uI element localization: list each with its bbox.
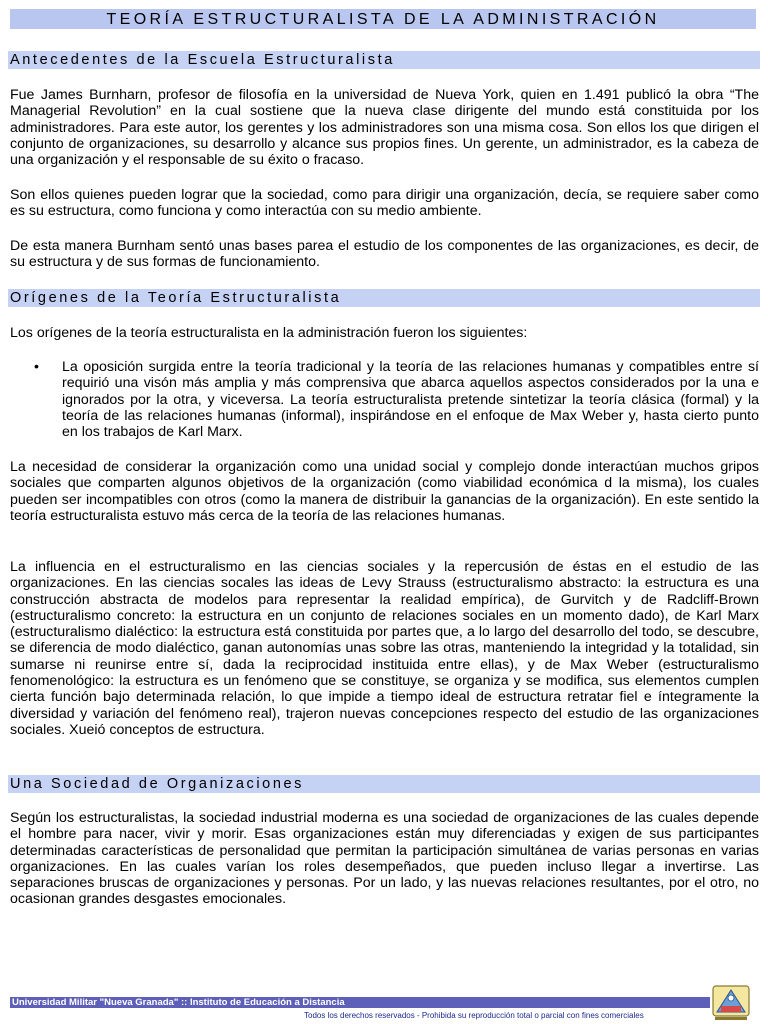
paragraph: De esta manera Burnham sentó unas bases parea el estudio de los componentes de las organizaciones, es decir, de su estructura y de sus formas de funcionamiento. (10, 238, 759, 271)
paragraph: La necesidad de considerar la organización como una unidad social y complejo donde interactúan muchos gripos sociales que comparten algunos objetivos de la organización (como viabilidad económica d la misma), los cuales pueden ser incompatibles con otros (como la manera de distribuir la ganancias de la organización). En este sentido la teoría estructuralista estuvo más cerca de la teoría de las relaciones humanas. (10, 459, 759, 524)
paragraph: Según los estructuralistas, la sociedad industrial moderna es una sociedad de organizaciones de las cuales depende el hombre para nacer, vivir y morir. Esas organizaciones están muy diferenciadas y exigen de sus participantes determinadas características de personalidad que permitan la participación simultánea de varias personas en varias organizaciones. En las cuales varían los roles desempeñados, que pueden incluso llegar a invertirse. Las separaciones bruscas de organizaciones y personas. Por un lado, y las nuevas relaciones resultantes, por el otro, no ocasionan grandes desgastes emocionales. (10, 810, 759, 908)
bullet-item: La oposición surgida entre la teoría tradicional y la teoría de las relaciones humanas y compatibles entre sí requirió una visón más amplia y más comprensiva que abarca aquellos aspectos considerados por la una e ignorados por la otra, y viceversa. La teoría estructuralista pretende sintetizar la teoría clásica (formal) y la teoría de las relaciones humanas (informal), inspirándose en el enfoque de Max Weber y, hasta cierto punto en los trabajos de Karl Marx. (62, 359, 759, 441)
paragraph: Los orígenes de la teoría estructuralista en la administración fueron los siguientes: (10, 325, 528, 341)
footer-rights: Todos los derechos reservados - Prohibida su reproducción total o parcial con fines comerciales (304, 1011, 644, 1020)
bullet-icon: • (34, 359, 39, 375)
page-title: TEORÍA ESTRUCTURALISTA DE LA ADMINISTRACIÓN (10, 9, 756, 29)
paragraph: La influencia en el estructuralismo en las ciencias sociales y la repercusión de éstas en el estudio de las organizaciones. En las ciencias socales las ideas de Levy Strauss (estructuralismo abstracto: la estructura es una construcción abstracta de modelos para representar la realidad empírica), de Gurvitch y de Radcliff-Brown (estructuralismo concreto: la estructura en un conjunto de relaciones sociales en un momento dado), de Karl Marx (estructuralismo dialéctico: la estructura está constituida por partes que, a lo largo del desarrollo del todo, se descubre, se diferencia de modo dialéctico, ganan autonomías unas sobre las otras, manteniendo la integridad y la totalidad, sin sumarse ni reunirse entre sí, dada la reciprocidad instituida entre ellas), y de Max Weber (estructuralismo fenomenológico: la estructura es un fenómeno que se constituye, se organiza y se modifica, sus elementos cumplen cierta función bajo determinada relación, lo que impide a tiempo ideal de estructura retratar fiel e íntegramente la diversidad y variación del fenómeno real), trajeron nuevas concepciones respecto del estudio de las organizaciones sociales. Xueió conceptos de estructura. (10, 559, 759, 738)
university-logo-icon (707, 982, 755, 1022)
section-heading-sociedad: Una Sociedad de Organizaciones (8, 775, 760, 793)
section-heading-antecedentes: Antecedentes de la Escuela Estructuralista (8, 51, 760, 69)
footer-institution: Universidad Militar "Nueva Granada" :: Instituto de Educación a Distancia (10, 997, 710, 1008)
section-heading-origenes: Orígenes de la Teoría Estructuralista (8, 289, 760, 307)
paragraph: Fue James Burnharn, profesor de filosofía en la universidad de Nueva York, quien en 1.491 publicó la obra “The Managerial Revolution” en la cual sostiene que la nueva clase dirigente del mundo está constituida por los administradores. Para este autor, los gerentes y los administradores son una misma cosa. Son ellos los que dirigen el conjunto de organizaciones, su desarrollo y alcance sus propios fines. Un gerente, un administrador, es la cabeza de una organización y el responsable de su éxito o fracaso. (10, 87, 759, 169)
paragraph: Son ellos quienes pueden lograr que la sociedad, como para dirigir una organización, decía, se requiere saber como es su estructura, como funciona y como interactúa con su medio ambiente. (10, 187, 759, 220)
